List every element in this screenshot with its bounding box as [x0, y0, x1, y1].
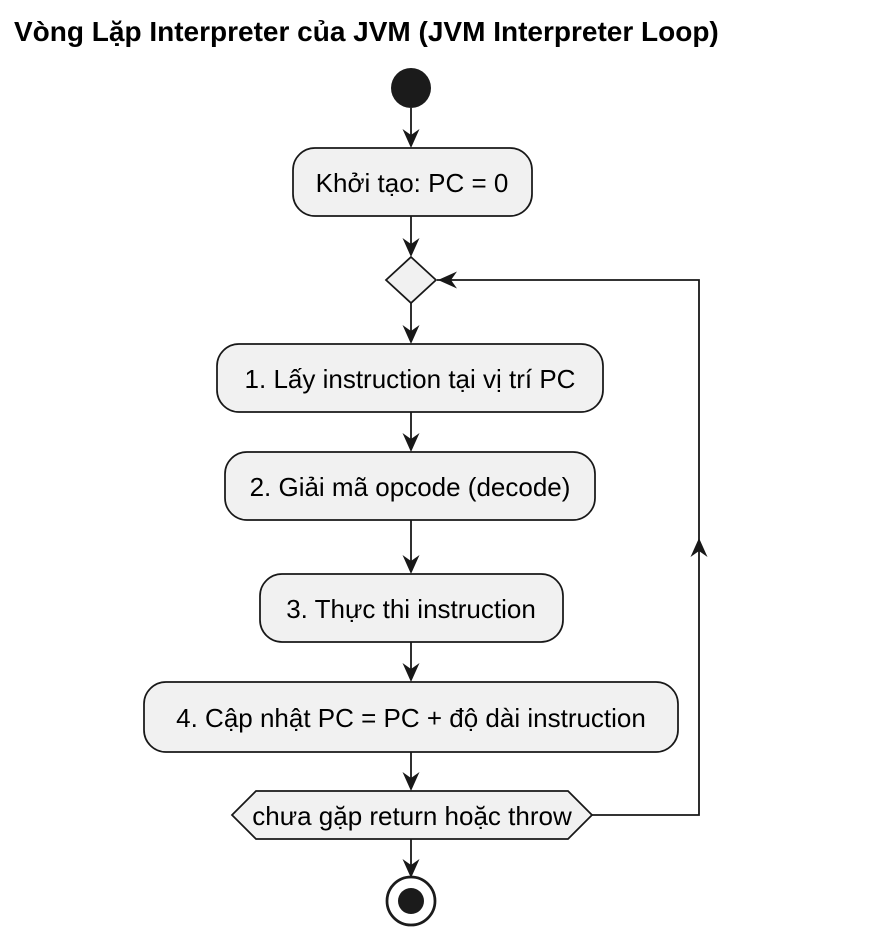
activity-fetch-label: 1. Lấy instruction tại vị trí PC	[244, 364, 576, 394]
activity-update-pc-label: 4. Cập nhật PC = PC + độ dài instruction	[176, 703, 646, 733]
edge-start-to-init	[403, 108, 420, 148]
edge-fetch-to-decode	[403, 412, 420, 452]
start-node	[391, 68, 431, 108]
edge-update-to-condition	[403, 752, 420, 791]
start-node-circle	[391, 68, 431, 108]
activity-init-label: Khởi tạo: PC = 0	[315, 168, 509, 198]
activity-decode	[225, 452, 595, 520]
edge-init-to-merge	[403, 216, 420, 257]
edge-execute-to-update	[403, 642, 420, 682]
end-node-inner-circle	[398, 888, 424, 914]
loop-condition-label: chưa gặp return hoặc throw	[252, 801, 572, 831]
activity-fetch	[217, 344, 603, 412]
edge-decode-to-execute	[403, 520, 420, 574]
activity-execute	[260, 574, 563, 642]
merge-diamond-shape	[386, 257, 436, 303]
edge-merge-to-fetch	[403, 303, 420, 344]
activity-decode-label: 2. Giải mã opcode (decode)	[249, 472, 571, 502]
end-node	[387, 877, 435, 925]
loop-condition-hexagon	[232, 791, 592, 839]
edge-condition-to-end	[403, 839, 420, 878]
activity-init	[293, 148, 532, 216]
merge-diamond	[386, 257, 436, 303]
activity-execute-label: 3. Thực thi instruction	[286, 594, 536, 624]
diagram-title: Vòng Lặp Interpreter của JVM (JVM Interpreter Loop)	[14, 16, 719, 47]
activity-update-pc	[144, 682, 678, 752]
